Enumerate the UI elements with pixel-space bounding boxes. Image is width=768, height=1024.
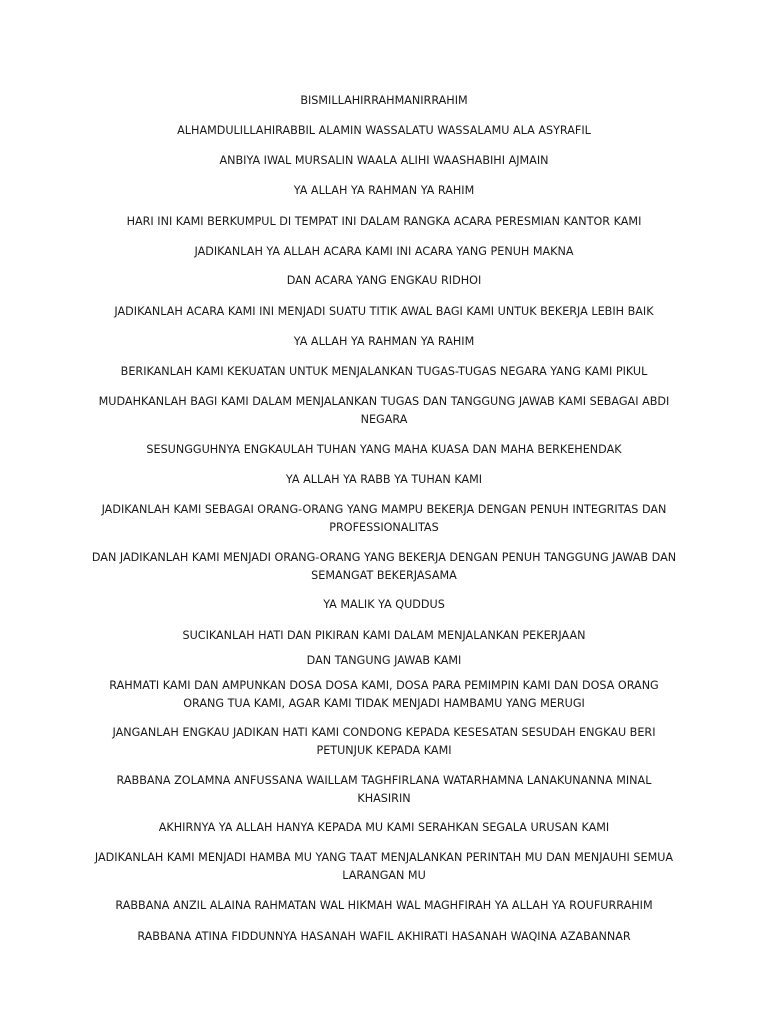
prayer-line-23: JADIKANLAH KAMI MENJADI HAMBA MU YANG TAAT MENJALANKAN PERINTAH MU DAN MENJAUHI SEMUA LARANGAN MU xyxy=(94,851,674,882)
prayer-line-24: RABBANA ANZIL ALAINA RAHMATAN WAL HIKMAH WAL MAGHFIRAH YA ALLAH YA ROUFURRAHIM xyxy=(115,899,653,912)
prayer-line-12: SESUNGGUHNYA ENGKAULAH TUHAN YANG MAHA KUASA DAN MAHA BERKEHENDAK xyxy=(146,443,622,456)
prayer-line-8: JADIKANLAH ACARA KAMI INI MENJADI SUATU TITIK AWAL BAGI KAMI UNTUK BEKERJA LEBIH BAIK xyxy=(114,305,654,318)
prayer-line-22: AKHIRNYA YA ALLAH HANYA KEPADA MU KAMI SERAHKAN SEGALA URUSAN KAMI xyxy=(158,821,610,834)
prayer-line-9: YA ALLAH YA RAHMAN YA RAHIM xyxy=(293,335,475,348)
prayer-line-18: DAN TANGUNG JAWAB KAMI xyxy=(306,654,462,667)
prayer-line-19: RAHMATI KAMI DAN AMPUNKAN DOSA DOSA KAMI, DOSA PARA PEMIMPIN KAMI DAN DOSA ORANG ORANG TUA KAMI, AGAR KAMI TIDAK MENJADI HAMBAMU YANG MERUGI xyxy=(109,679,659,710)
prayer-line-10: BERIKANLAH KAMI KEKUATAN UNTUK MENJALANKAN TUGAS-TUGAS NEGARA YANG KAMI PIKUL xyxy=(120,365,648,378)
prayer-line-3: ANBIYA IWAL MURSALIN WAALA ALIHI WAASHABIHI AJMAIN xyxy=(219,154,549,167)
prayer-line-1: BISMILLAHIRRAHMANIRRAHIM xyxy=(300,94,468,107)
prayer-line-21: RABBANA ZOLAMNA ANFUSSANA WAILLAM TAGHFIRLANA WATARHAMNA LANAKUNANNA MINAL KHASIRIN xyxy=(116,774,652,805)
prayer-line-11: MUDAHKANLAH BAGI KAMI DALAM MENJALANKAN TUGAS DAN TANGGUNG JAWAB KAMI SEBAGAI ABDI NEGARA xyxy=(98,395,670,426)
prayer-line-2: ALHAMDULILLAHIRABBIL ALAMIN WASSALATU WASSALAMU ALA ASYRAFIL xyxy=(177,124,591,137)
prayer-line-16: YA MALIK YA QUDDUS xyxy=(323,598,445,611)
prayer-line-15: DAN JADIKANLAH KAMI MENJADI ORANG-ORANG YANG BEKERJA DENGAN PENUH TANGGUNG JAWAB DAN SEMANGAT BEKERJASAMA xyxy=(91,551,677,582)
prayer-line-20: JANGANLAH ENGKAU JADIKAN HATI KAMI CONDONG KEPADA KESESATAN SESUDAH ENGKAU BERI PETUNJUK KEPADA KAMI xyxy=(112,726,656,757)
prayer-line-7: DAN ACARA YANG ENGKAU RIDHOI xyxy=(286,274,482,287)
prayer-line-17: SUCIKANLAH HATI DAN PIKIRAN KAMI DALAM MENJALANKAN PEKERJAAN xyxy=(182,629,586,642)
prayer-line-25: RABBANA ATINA FIDDUNNYA HASANAH WAFIL AKHIRATI HASANAH WAQINA AZABANNAR xyxy=(137,930,631,943)
prayer-line-6: JADIKANLAH YA ALLAH ACARA KAMI INI ACARA YANG PENUH MAKNA xyxy=(194,245,574,258)
prayer-line-5: HARI INI KAMI BERKUMPUL DI TEMPAT INI DALAM RANGKA ACARA PERESMIAN KANTOR KAMI xyxy=(126,215,642,228)
prayer-line-13: YA ALLAH YA RABB YA TUHAN KAMI xyxy=(285,473,483,486)
prayer-line-14: JADIKANLAH KAMI SEBAGAI ORANG-ORANG YANG MAMPU BEKERJA DENGAN PENUH INTEGRITAS DAN PROFESSIONALITAS xyxy=(101,503,667,534)
prayer-line-4: YA ALLAH YA RAHMAN YA RAHIM xyxy=(293,184,475,197)
